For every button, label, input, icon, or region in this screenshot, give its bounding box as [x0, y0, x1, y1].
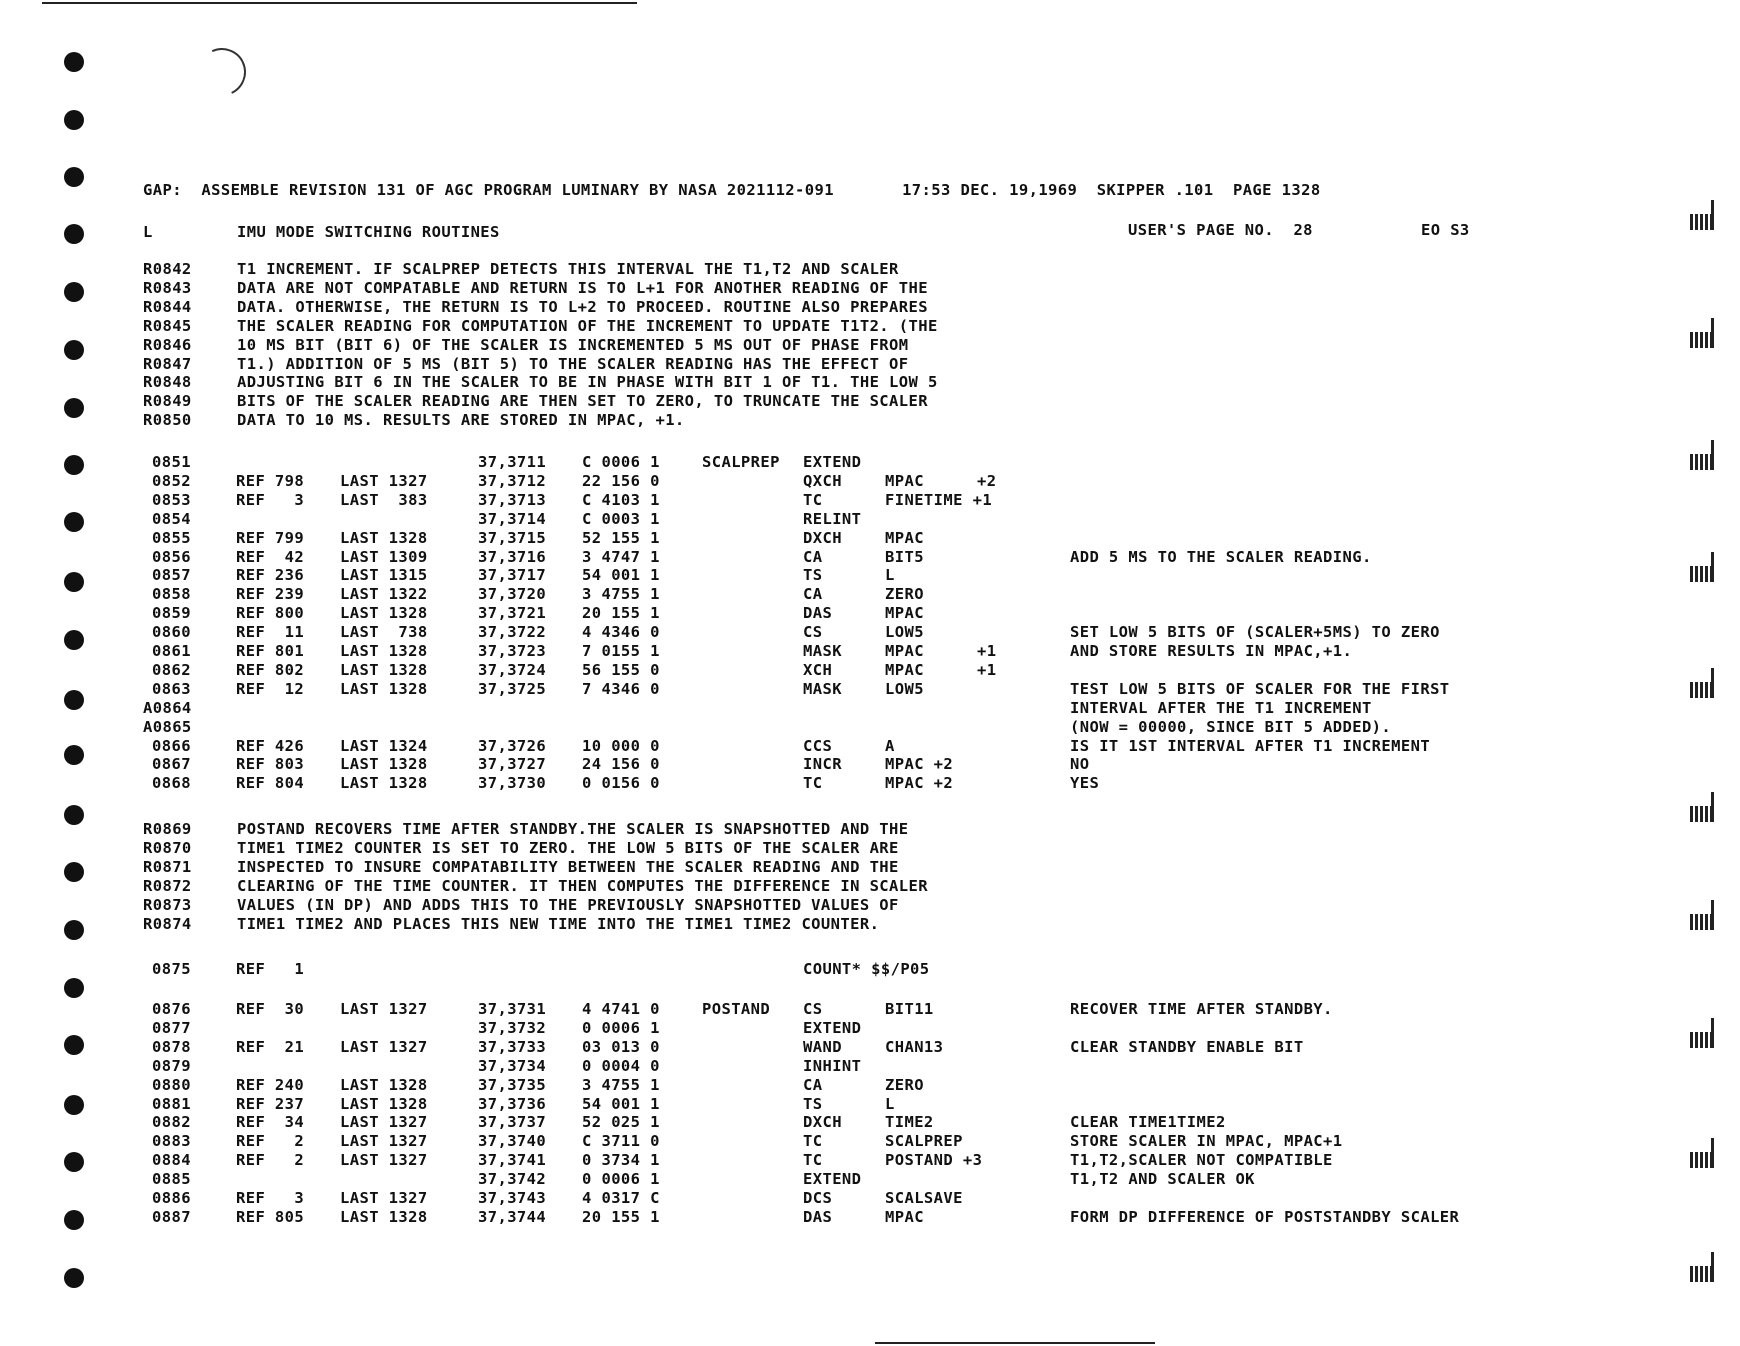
comment-text: 10 MS BIT (BIT 6) OF THE SCALER IS INCREMENTED 5 MS OUT OF PHASE FROM — [237, 335, 909, 354]
line-comment: RECOVER TIME AFTER STANDBY. — [1070, 1000, 1333, 1018]
ref-field: REF 237 — [236, 1094, 305, 1113]
code-line — [0, 491, 1740, 511]
operand: BIT5 — [885, 547, 924, 566]
operand: SCALPREP — [885, 1132, 963, 1151]
comment-line — [0, 279, 1740, 299]
address-field: 37,3734 — [478, 1056, 547, 1075]
opcode: DAS — [803, 604, 833, 623]
code-line — [0, 737, 1740, 757]
address-field: 37,3723 — [478, 642, 547, 660]
opcode: TC — [803, 774, 823, 793]
line-number: 0855 — [152, 528, 191, 547]
code-line — [0, 1057, 1740, 1077]
address-field: 37,3716 — [478, 547, 547, 566]
operand: LOW5 — [885, 623, 924, 642]
operand: FINETIME +1 — [885, 490, 993, 509]
ref-field: REF 34 — [236, 1113, 305, 1132]
line-number: 0862 — [152, 660, 191, 679]
address-field: 37,3731 — [478, 1000, 547, 1018]
line-number: 0859 — [152, 604, 191, 623]
line-number: R0872 — [143, 876, 192, 895]
address-field: 37,3725 — [478, 679, 547, 698]
address-field: 37,3732 — [478, 1018, 547, 1037]
ref-field: REF 30 — [236, 1000, 305, 1018]
ref-field: REF 426 — [236, 736, 305, 755]
line-number: 0886 — [152, 1189, 191, 1207]
last-field: LAST 1327 — [340, 1189, 428, 1207]
last-field: LAST 1328 — [340, 604, 428, 623]
operand: MPAC +2 — [885, 755, 954, 774]
line-number: 0861 — [152, 642, 191, 660]
line-number: 0851 — [152, 453, 191, 471]
opcode: CA — [803, 1075, 823, 1094]
last-field: LAST 1328 — [340, 1094, 428, 1113]
octal-word: 20 155 1 — [582, 1207, 660, 1226]
ref-field: REF 42 — [236, 547, 305, 566]
line-number: 0881 — [152, 1094, 191, 1113]
ref-field: REF 2 — [236, 1151, 305, 1170]
line-number: 0858 — [152, 585, 191, 604]
line-number: R0873 — [143, 895, 192, 914]
operand: A — [885, 736, 895, 755]
comment-text: TIME1 TIME2 AND PLACES THIS NEW TIME INTO THE TIME1 TIME2 COUNTER. — [237, 914, 880, 933]
last-field: LAST 1328 — [340, 1207, 428, 1226]
code-line — [0, 1000, 1740, 1020]
line-number: 0852 — [152, 471, 191, 490]
comment-text: CLEARING OF THE TIME COUNTER. IT THEN COMPUTES THE DIFFERENCE IN SCALER — [237, 876, 928, 895]
code-line — [0, 1076, 1740, 1096]
operand: POSTAND +3 — [885, 1151, 983, 1170]
symbol-label: POSTAND — [702, 1000, 771, 1018]
operand: ZERO — [885, 585, 924, 604]
comment-text: DATA ARE NOT COMPATABLE AND RETURN IS TO L+1 FOR ANOTHER READING OF THE — [237, 278, 928, 297]
opcode: DCS — [803, 1189, 833, 1207]
line-comment: ADD 5 MS TO THE SCALER READING. — [1070, 547, 1372, 566]
address-field: 37,3720 — [478, 585, 547, 604]
last-field: LAST 1322 — [340, 585, 428, 604]
comment-text: DATA TO 10 MS. RESULTS ARE STORED IN MPAC, +1. — [237, 411, 685, 430]
octal-word: 4 4346 0 — [582, 623, 660, 642]
line-number: 0876 — [152, 1000, 191, 1018]
opcode: TS — [803, 1094, 823, 1113]
opcode: DAS — [803, 1207, 833, 1226]
comment-line — [0, 896, 1740, 916]
address-field: 37,3730 — [478, 774, 547, 793]
code-line — [0, 510, 1740, 530]
octal-word: 0 0006 1 — [582, 1018, 660, 1037]
octal-word: 4 0317 C — [582, 1189, 660, 1207]
ref-field: REF 805 — [236, 1207, 305, 1226]
last-field: LAST 1328 — [340, 755, 428, 774]
address-field: 37,3726 — [478, 736, 547, 755]
comment-text: THE SCALER READING FOR COMPUTATION OF THE INCREMENT TO UPDATE T1T2. (THE — [237, 316, 938, 335]
operand: L — [885, 566, 895, 585]
ref-field: REF 12 — [236, 679, 305, 698]
operand: MPAC +2 — [885, 774, 954, 793]
octal-word: 4 4741 0 — [582, 1000, 660, 1018]
line-number: 0878 — [152, 1037, 191, 1056]
octal-word: 10 000 0 — [582, 736, 660, 755]
opcode: CA — [803, 547, 823, 566]
last-field: LAST 1328 — [340, 679, 428, 698]
line-comment: IS IT 1ST INTERVAL AFTER T1 INCREMENT — [1070, 736, 1431, 755]
line-number: 0875 — [152, 960, 191, 978]
ref-field: REF 2 — [236, 1132, 305, 1151]
address-field: 37,3717 — [478, 566, 547, 585]
octal-word: 3 4755 1 — [582, 1075, 660, 1094]
address-field: 37,3714 — [478, 509, 547, 528]
address-field: 37,3713 — [478, 490, 547, 509]
octal-word: C 4103 1 — [582, 490, 660, 509]
comment-line — [0, 355, 1740, 375]
operand: CHAN13 — [885, 1037, 944, 1056]
opcode: MASK — [803, 642, 842, 660]
octal-word: 0 0156 0 — [582, 774, 660, 793]
line-comment: AND STORE RESULTS IN MPAC,+1. — [1070, 642, 1353, 660]
code-line — [0, 1170, 1740, 1190]
address-field: 37,3715 — [478, 528, 547, 547]
address-field: 37,3724 — [478, 660, 547, 679]
ref-field: REF 240 — [236, 1075, 305, 1094]
line-number: A0865 — [143, 717, 192, 736]
last-field: LAST 1327 — [340, 1151, 428, 1170]
comment-text: INSPECTED TO INSURE COMPATABILITY BETWEEN THE SCALER READING AND THE — [237, 857, 899, 876]
operand-modifier: +2 — [977, 471, 997, 490]
top-rule — [42, 2, 637, 4]
opcode: TC — [803, 1132, 823, 1151]
address-field: 37,3740 — [478, 1132, 547, 1151]
octal-word: 56 155 0 — [582, 660, 660, 679]
address-field: 37,3736 — [478, 1094, 547, 1113]
operand: MPAC — [885, 528, 924, 547]
last-field: LAST 1309 — [340, 547, 428, 566]
count-directive: COUNT* $$/P05 — [803, 960, 930, 978]
operand: MPAC — [885, 471, 924, 490]
opcode: INCR — [803, 755, 842, 774]
octal-word: C 3711 0 — [582, 1132, 660, 1151]
octal-word: 0 0004 0 — [582, 1056, 660, 1075]
comment-line — [0, 373, 1740, 393]
code-line — [0, 1095, 1740, 1115]
octal-word: 0 3734 1 — [582, 1151, 660, 1170]
code-line — [0, 1132, 1740, 1152]
octal-word: 7 0155 1 — [582, 642, 660, 660]
opcode: TC — [803, 490, 823, 509]
line-number: 0868 — [152, 774, 191, 793]
address-field: 37,3737 — [478, 1113, 547, 1132]
opcode: EXTEND — [803, 453, 862, 471]
code-line — [0, 1019, 1740, 1039]
comment-text: T1.) ADDITION OF 5 MS (BIT 5) TO THE SCALER READING HAS THE EFFECT OF — [237, 354, 909, 373]
address-field: 37,3721 — [478, 604, 547, 623]
last-field: LAST 738 — [340, 623, 428, 642]
line-number: 0853 — [152, 490, 191, 509]
octal-word: 52 155 1 — [582, 528, 660, 547]
code-line — [0, 623, 1740, 643]
operand: MPAC — [885, 642, 924, 660]
users-page-number: USER'S PAGE NO. 28 — [1128, 221, 1313, 239]
ref-field: REF 1 — [236, 960, 305, 978]
line-number: 0860 — [152, 623, 191, 642]
section-title: IMU MODE SWITCHING ROUTINES — [237, 223, 500, 241]
ref-field: REF 799 — [236, 528, 305, 547]
ref-field: REF 239 — [236, 585, 305, 604]
comment-line — [0, 915, 1740, 935]
last-field: LAST 1328 — [340, 528, 428, 547]
operand: ZERO — [885, 1075, 924, 1094]
last-field: LAST 1324 — [340, 736, 428, 755]
last-field: LAST 1328 — [340, 1075, 428, 1094]
line-comment: TEST LOW 5 BITS OF SCALER FOR THE FIRST — [1070, 679, 1450, 698]
line-number: R0843 — [143, 278, 192, 297]
operand: BIT11 — [885, 1000, 934, 1018]
code-line — [0, 548, 1740, 568]
ref-field: REF 236 — [236, 566, 305, 585]
section-letter: L — [143, 223, 153, 241]
ref-field: REF 800 — [236, 604, 305, 623]
code-line — [0, 472, 1740, 492]
operand: MPAC — [885, 604, 924, 623]
operand: L — [885, 1094, 895, 1113]
listing-header: GAP: ASSEMBLE REVISION 131 OF AGC PROGRAM LUMINARY BY NASA 2021112-091 17:53 DEC. 19,1969 SKIPPER .101 PAGE 1328 — [143, 181, 1321, 199]
line-number: R0874 — [143, 914, 192, 933]
line-number: 0884 — [152, 1151, 191, 1170]
last-field: LAST 1327 — [340, 1037, 428, 1056]
opcode: DXCH — [803, 1113, 842, 1132]
ref-field: REF 803 — [236, 755, 305, 774]
operand: MPAC — [885, 660, 924, 679]
last-field: LAST 1327 — [340, 1000, 428, 1018]
last-field: LAST 383 — [340, 490, 428, 509]
comment-line — [0, 392, 1740, 412]
octal-word: 22 156 0 — [582, 471, 660, 490]
line-number: R0871 — [143, 857, 192, 876]
line-comment: T1,T2 AND SCALER OK — [1070, 1170, 1255, 1189]
opcode: DXCH — [803, 528, 842, 547]
octal-word: 54 001 1 — [582, 1094, 660, 1113]
code-line — [0, 566, 1740, 586]
comment-line — [0, 260, 1740, 280]
line-number: 0882 — [152, 1113, 191, 1132]
line-number: 0885 — [152, 1170, 191, 1189]
ref-field: REF 3 — [236, 490, 305, 509]
last-field: LAST 1315 — [340, 566, 428, 585]
line-number: 0856 — [152, 547, 191, 566]
comment-line — [0, 298, 1740, 318]
opcode: CS — [803, 623, 823, 642]
line-number: R0845 — [143, 316, 192, 335]
line-number: R0849 — [143, 392, 192, 411]
comment-text: T1 INCREMENT. IF SCALPREP DETECTS THIS INTERVAL THE T1,T2 AND SCALER — [237, 260, 899, 278]
opcode: INHINT — [803, 1056, 862, 1075]
symbol-label: SCALPREP — [702, 453, 780, 471]
code-line — [0, 453, 1740, 473]
operand: SCALSAVE — [885, 1189, 963, 1207]
line-number: 0857 — [152, 566, 191, 585]
operand: TIME2 — [885, 1113, 934, 1132]
ref-field: REF 21 — [236, 1037, 305, 1056]
line-comment: FORM DP DIFFERENCE OF POSTSTANDBY SCALER — [1070, 1207, 1460, 1226]
code-line — [0, 755, 1740, 775]
opcode: EXTEND — [803, 1018, 862, 1037]
last-field: LAST 1328 — [340, 774, 428, 793]
code-line — [0, 1151, 1740, 1171]
line-number: 0887 — [152, 1207, 191, 1226]
octal-word: 20 155 1 — [582, 604, 660, 623]
address-field: 37,3733 — [478, 1037, 547, 1056]
code-line — [0, 661, 1740, 681]
line-comment: YES — [1070, 774, 1100, 793]
code-line — [0, 1038, 1740, 1058]
operand-modifier: +1 — [977, 642, 997, 660]
comment-line — [0, 877, 1740, 897]
eo-code: EO S3 — [1421, 221, 1470, 239]
operand-modifier: +1 — [977, 660, 997, 679]
line-number: R0842 — [143, 260, 192, 278]
scan-arc — [191, 41, 253, 103]
address-field: 37,3711 — [478, 453, 547, 471]
comment-text: BITS OF THE SCALER READING ARE THEN SET TO ZERO, TO TRUNCATE THE SCALER — [237, 392, 928, 411]
comment-line — [0, 336, 1740, 356]
code-line — [0, 680, 1740, 700]
comment-line — [0, 317, 1740, 337]
ref-field: REF 802 — [236, 660, 305, 679]
line-number: R0847 — [143, 354, 192, 373]
address-field: 37,3743 — [478, 1189, 547, 1207]
opcode: MASK — [803, 679, 842, 698]
line-comment: NO — [1070, 755, 1090, 774]
line-comment: INTERVAL AFTER THE T1 INCREMENT — [1070, 698, 1372, 717]
octal-word: C 0006 1 — [582, 453, 660, 471]
octal-word: 0 0006 1 — [582, 1170, 660, 1189]
comment-text: VALUES (IN DP) AND ADDS THIS TO THE PREVIOUSLY SNAPSHOTTED VALUES OF — [237, 895, 899, 914]
code-line — [0, 642, 1740, 662]
line-comment: T1,T2,SCALER NOT COMPATIBLE — [1070, 1151, 1333, 1170]
last-field: LAST 1328 — [340, 642, 428, 660]
opcode: TS — [803, 566, 823, 585]
line-comment: CLEAR TIME1TIME2 — [1070, 1113, 1226, 1132]
last-field: LAST 1327 — [340, 1113, 428, 1132]
address-field: 37,3741 — [478, 1151, 547, 1170]
opcode: XCH — [803, 660, 833, 679]
line-number: 0863 — [152, 679, 191, 698]
operand: MPAC — [885, 1207, 924, 1226]
ref-field: REF 798 — [236, 471, 305, 490]
line-number: 0877 — [152, 1018, 191, 1037]
octal-word: 24 156 0 — [582, 755, 660, 774]
opcode: CA — [803, 585, 823, 604]
octal-word: 52 025 1 — [582, 1113, 660, 1132]
comment-line — [0, 411, 1740, 431]
octal-word: C 0003 1 — [582, 509, 660, 528]
line-comment: STORE SCALER IN MPAC, MPAC+1 — [1070, 1132, 1343, 1151]
ref-field: REF 3 — [236, 1189, 305, 1207]
code-line — [0, 699, 1740, 719]
line-number: R0869 — [143, 820, 192, 838]
bottom-rule — [875, 1342, 1155, 1344]
line-number: 0854 — [152, 509, 191, 528]
opcode: CS — [803, 1000, 823, 1018]
line-number: R0846 — [143, 335, 192, 354]
opcode: QXCH — [803, 471, 842, 490]
last-field: LAST 1328 — [340, 660, 428, 679]
octal-word: 7 4346 0 — [582, 679, 660, 698]
line-comment: SET LOW 5 BITS OF (SCALER+5MS) TO ZERO — [1070, 623, 1440, 642]
line-number: R0850 — [143, 411, 192, 430]
line-number: A0864 — [143, 698, 192, 717]
octal-word: 3 4755 1 — [582, 585, 660, 604]
opcode: WAND — [803, 1037, 842, 1056]
line-comment: (NOW = 00000, SINCE BIT 5 ADDED). — [1070, 717, 1392, 736]
comment-text: DATA. OTHERWISE, THE RETURN IS TO L+2 TO PROCEED. ROUTINE ALSO PREPARES — [237, 297, 928, 316]
count-line — [0, 960, 1740, 980]
comment-text: POSTAND RECOVERS TIME AFTER STANDBY.THE SCALER IS SNAPSHOTTED AND THE — [237, 820, 909, 838]
operand: LOW5 — [885, 679, 924, 698]
code-line — [0, 774, 1740, 794]
line-number: 0866 — [152, 736, 191, 755]
address-field: 37,3742 — [478, 1170, 547, 1189]
address-field: 37,3722 — [478, 623, 547, 642]
comment-line — [0, 858, 1740, 878]
line-number: 0883 — [152, 1132, 191, 1151]
code-line — [0, 585, 1740, 605]
ref-field: REF 804 — [236, 774, 305, 793]
opcode: RELINT — [803, 509, 862, 528]
opcode: EXTEND — [803, 1170, 862, 1189]
line-number: R0844 — [143, 297, 192, 316]
ref-field: REF 11 — [236, 623, 305, 642]
code-line — [0, 604, 1740, 624]
octal-word: 3 4747 1 — [582, 547, 660, 566]
opcode: TC — [803, 1151, 823, 1170]
octal-word: 03 013 0 — [582, 1037, 660, 1056]
last-field: LAST 1327 — [340, 471, 428, 490]
line-comment: CLEAR STANDBY ENABLE BIT — [1070, 1037, 1304, 1056]
line-number: 0879 — [152, 1056, 191, 1075]
code-line — [0, 718, 1740, 738]
code-line — [0, 529, 1740, 549]
last-field: LAST 1327 — [340, 1132, 428, 1151]
address-field: 37,3735 — [478, 1075, 547, 1094]
address-field: 37,3744 — [478, 1207, 547, 1226]
opcode: CCS — [803, 736, 833, 755]
comment-line — [0, 820, 1740, 840]
line-number: 0880 — [152, 1075, 191, 1094]
comment-line — [0, 839, 1740, 859]
line-number: R0848 — [143, 373, 192, 392]
address-field: 37,3712 — [478, 471, 547, 490]
code-line — [0, 1208, 1740, 1228]
octal-word: 54 001 1 — [582, 566, 660, 585]
ref-field: REF 801 — [236, 642, 305, 660]
comment-text: TIME1 TIME2 COUNTER IS SET TO ZERO. THE LOW 5 BITS OF THE SCALER ARE — [237, 838, 899, 857]
line-number: R0870 — [143, 838, 192, 857]
address-field: 37,3727 — [478, 755, 547, 774]
code-line — [0, 1113, 1740, 1133]
comment-text: ADJUSTING BIT 6 IN THE SCALER TO BE IN PHASE WITH BIT 1 OF T1. THE LOW 5 — [237, 373, 938, 392]
code-line — [0, 1189, 1740, 1209]
line-number: 0867 — [152, 755, 191, 774]
